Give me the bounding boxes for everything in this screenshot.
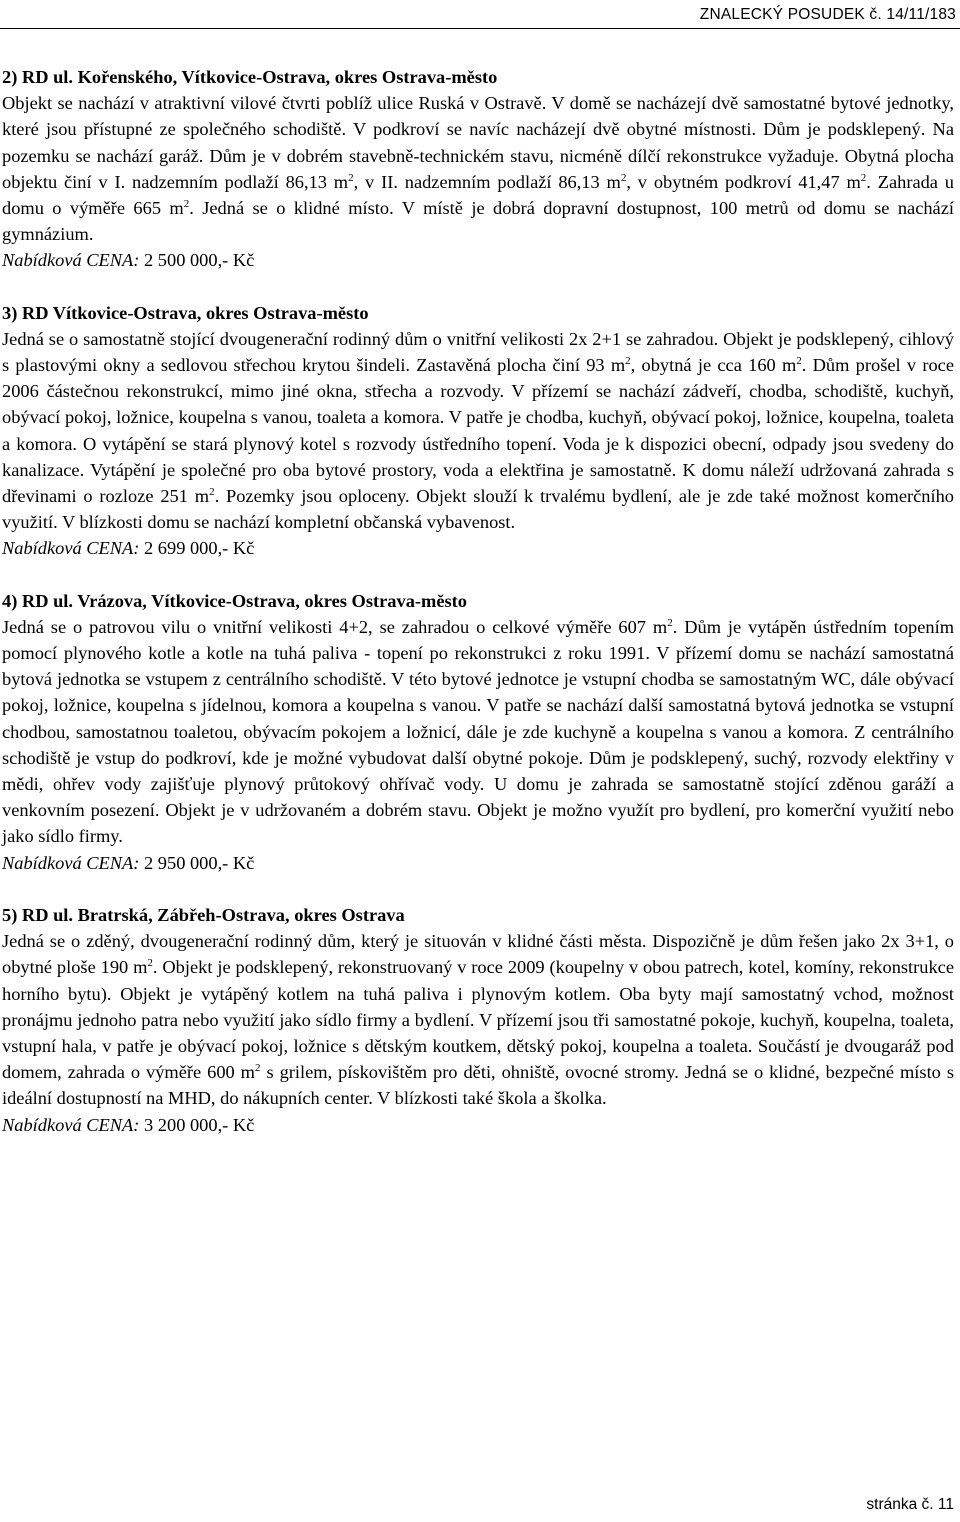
listing-price: [2, 535, 954, 561]
listing-section-5: [2, 902, 954, 1138]
listing-title: 4) RD ul. Vrázova, Vítkovice-Ostrava, okres Ostrava-město: [2, 590, 467, 611]
document-header: ZNALECKÝ POSUDEK č. 14/11/183: [699, 6, 956, 23]
listing-description: Objekt se nachází v atraktivní vilové čtvrti poblíž ulice Ruská v Ostravě. V domě se nacházejí dvě samostatné bytové jednotky, které jsou přístupné ze společného schodiště. V podkroví se navíc nacházejí dvě obytné místnosti. Dům je podsklepený. Na pozemku se nachází garáž. Dům je v dobrém stavebně-technickém stavu, nicméně dílčí rekonstrukce vyžaduje. Obytná plocha objektu činí v I. nadzemním podlaží 86,13 $m^2$, v II. nadzemním podlaží 86,13 $m^2$, v obytném podkroví 41,47 $m^2$. Zahrada u domu o výměře 665 $m^2$. Jedná se o klidné místo. V místě je dobrá dopravní dostupnost, 100 metrů od domu se nachází gymnázium.: [2, 93, 954, 245]
price-value: 2 699 000,- Kč: [139, 538, 255, 559]
listing-description: Jedná se o patrovou vilu o vnitřní velikosti 4+2, se zahradou o celkové výměře 607 $m^2$. Dům je vytápěn ústředním topením pomocí plynového kotle a kotle na tuhá paliva - topení po rekonstrukci z roku 1991. V přízemí domu se nachází samostatná bytová jednotka se vstupem z centrálního schodiště. V této bytové jednotce je vstupní chodba se samostatným WC, dále obývací pokoj, ložnice, koupelna s jídelnou, komora a koupelna s vanou. V patře se nachází další samostatná bytová jednotka se vstupní chodbou, samostatnou toaletou, obývacím pokojem a ložnicí, dále je zde kuchyně a koupelna s vanou a komora. Z centrálního schodiště je vstup do podkroví, kde je možné vybudovat další obytné pokoje. Dům je podsklepený, suchý, rozvody elektřiny v mědi, ohřev vody zajišťuje plynový průtokový ohřívač vody. U domu je zahrada se samostatně stojící zděnou garáží a venkovním posezení. Objekt je v udržovaném a dobrém stavu. Objekt je možno využít pro bydlení, pro komerční využití nebo jako sídlo firmy.: [2, 616, 955, 847]
price-value: 2 500 000,- Kč: [139, 250, 255, 271]
price-label: Nabídková CENA:: [2, 250, 140, 271]
header-divider: [0, 28, 960, 29]
document-body: [2, 64, 954, 1164]
listing-price: [2, 1112, 954, 1138]
price-label: Nabídková CENA:: [2, 538, 140, 559]
price-value: 2 950 000,- Kč: [139, 852, 255, 873]
listing-price: [2, 850, 954, 876]
listing-description: Jedná se o zděný, dvougenerační rodinný dům, který je situován v klidné části města. Dispozičně je dům řešen jako 2x 3+1, o obytné ploše 190 $m^2$. Objekt je podsklepený, rekonstruovaný v roce 2009 (koupelny v obou patrech, kotel, komíny, rekonstrukce horního bytu). Objekt je vytápěný kotlem na tuhá paliva i plynovým kotlem. Oba byty mají samostatný vchod, možnost pronájmu jednoho patra nebo využití jako sídlo firmy a bydlení. V přízemí jsou tři samostatné pokoje, kuchyň, koupelna, toaleta, vstupní hala, v patře je obývací pokoj, ložnice s dětským koutkem, dětský pokoj, koupelna a toaleta. Součástí je dvougaráž pod domem, zahrada o výměře 600 $m^2$ s grilem, pískovištěm pro děti, ohniště, ovocné stromy. Jedná se o klidné, bezpečné místo s ideální dostupností na MHD, do nákupních center. V blízkosti také škola a školka.: [2, 931, 954, 1109]
listing-title: 3) RD Vítkovice-Ostrava, okres Ostrava-město: [2, 302, 369, 323]
price-value: 3 200 000,- Kč: [139, 1114, 255, 1135]
listing-section-3: [2, 300, 954, 562]
price-label: Nabídková CENA:: [2, 1114, 140, 1135]
listing-section-4: [2, 588, 954, 876]
page-number: stránka č. 11: [866, 1496, 954, 1513]
listing-title: 5) RD ul. Bratrská, Zábřeh-Ostrava, okres Ostrava: [2, 904, 405, 925]
listing-description: Jedná se o samostatně stojící dvougenerační rodinný dům o vnitřní velikosti 2x 2+1 se zahradou. Objekt je podsklepený, cihlový s plastovými okny a sedlovou střechou krytou šindeli. Zastavěná plocha činí 93 $m^2$, obytná je cca 160 $m^2$. Dům prošel v roce 2006 částečnou rekonstrukcí, mimo jiné okna, střecha a rozvody. V přízemí se nachází zádveří, chodba, schodiště, kuchyň, obývací pokoj, ložnice, koupelna s vanou, toaleta a komora. V patře je chodba, kuchyň, obývací pokoj, ložnice, koupelna, toaleta a komora. O vytápění se stará plynový kotel s rozvody ústředního topení. Voda je k dispozici obecní, odpady jsou svedeny do kanalizace. Vytápění je společné pro oba bytové prostory, voda a elektřina je samostatně. K domu náleží udržovaná zahrada s dřevinami o rozloze 251 $m^2$. Pozemky jsou oploceny. Objekt slouží k trvalému bydlení, ale je zde také možnost komerčního využití. V blízkosti domu se nachází kompletní občanská vybavenost.: [2, 328, 954, 533]
listing-title: 2) RD ul. Kořenského, Vítkovice-Ostrava, okres Ostrava-město: [2, 67, 498, 87]
price-label: Nabídková CENA:: [2, 852, 140, 873]
listing-section-2: [2, 64, 954, 274]
listing-price: [2, 247, 954, 273]
